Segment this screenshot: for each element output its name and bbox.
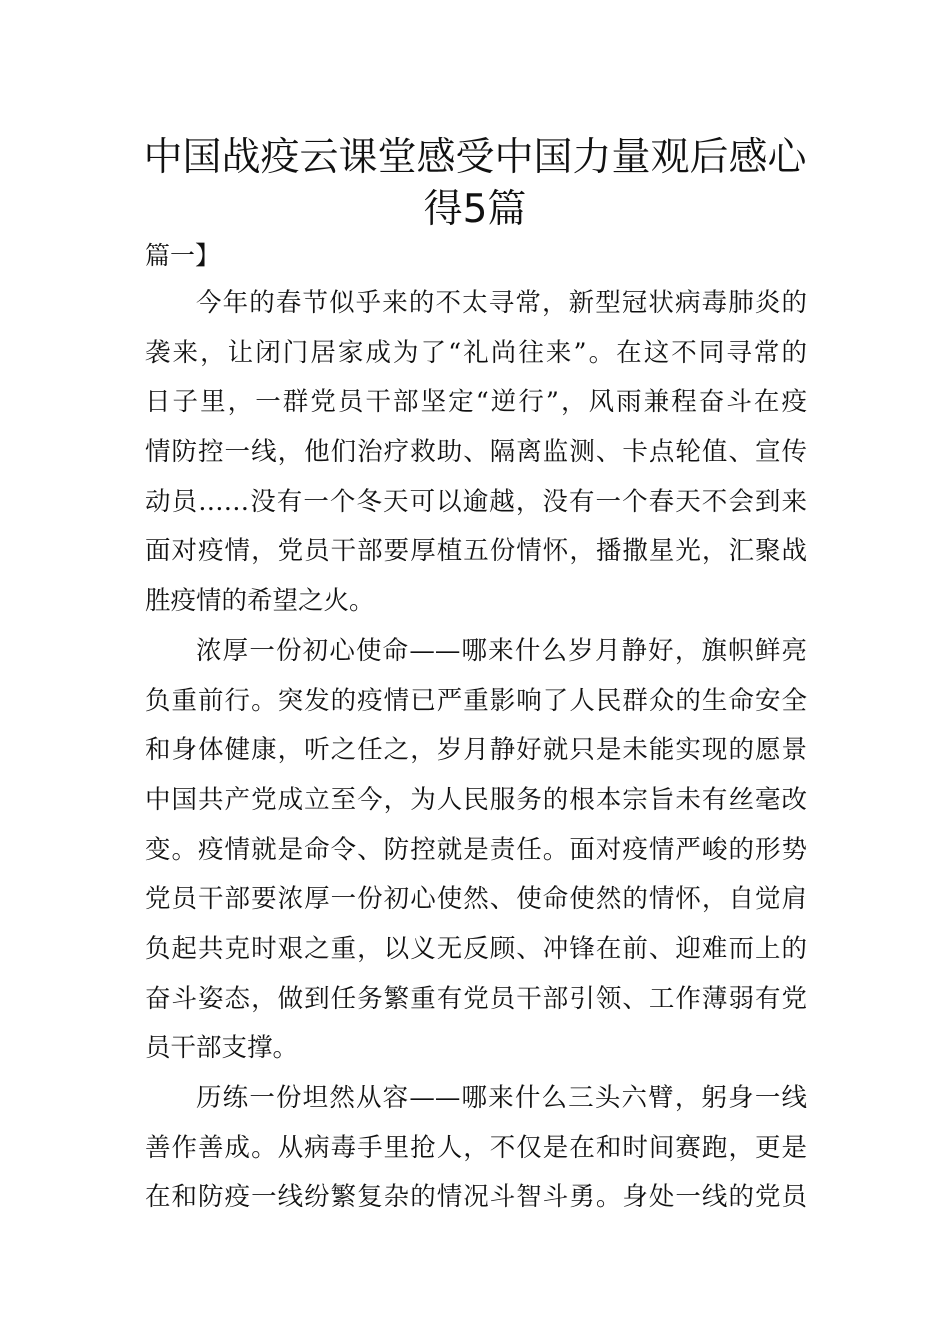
paragraph-2-line: 员干部支撑。	[145, 1033, 299, 1064]
paragraph-3-line: 历练一份坦然从容——哪来什么三头六臂，躬身一线	[196, 1083, 807, 1113]
paragraph-2-line: 负重前行。突发的疫情已严重影响了人民群众的生命安全	[145, 685, 807, 716]
paragraph-3-line: 善作善成。从病毒手里抢人，不仅是在和时间赛跑，更是	[145, 1132, 807, 1163]
paragraph-1-line: 情防控一线，他们治疗救助、隔离监测、卡点轮值、宣传	[145, 437, 807, 468]
paragraph-2-line: 中国共产党成立至今，为人民服务的根本宗旨未有丝毫改	[145, 784, 807, 815]
paragraph-1-line: 日子里，一群党员干部坚定“逆行”，风雨兼程奋斗在疫	[145, 387, 807, 418]
paragraph-2-line: 变。疫情就是命令、防控就是责任。面对疫情严峻的形势	[145, 834, 807, 865]
paragraph-2-line: 和身体健康，听之任之，岁月静好就只是未能实现的愿景	[145, 735, 807, 766]
paragraph-2-line: 奋斗姿态，做到任务繁重有党员干部引领、工作薄弱有党	[145, 983, 807, 1014]
document-body	[145, 279, 807, 1223]
section-label: 篇一】	[145, 241, 221, 270]
paragraph-1-line: 动员……没有一个冬天可以逾越，没有一个春天不会到来	[145, 486, 807, 517]
paragraph-2-line: 负起共克时艰之重，以义无反顾、冲锋在前、迎难而上的	[145, 933, 807, 964]
paragraph-2-line: 浓厚一份初心使命——哪来什么岁月静好，旗帜鲜亮	[196, 635, 807, 666]
document-title-line-2: 得5篇	[423, 187, 527, 232]
document-title-line-1: 中国战疫云课堂感受中国力量观后感心	[143, 135, 807, 180]
paragraph-2-line: 党员干部要浓厚一份初心使然、使命使然的情怀，自觉肩	[145, 884, 807, 915]
paragraph-1-line: 胜疫情的希望之火。	[145, 586, 375, 617]
paragraph-3-line: 在和防疫一线纷繁复杂的情况斗智斗勇。身处一线的党员	[145, 1182, 807, 1213]
paragraph-1-line: 袭来，让闭门居家成为了“礼尚往来”。在这不同寻常的	[145, 337, 807, 368]
paragraph-1-line: 今年的春节似乎来的不太寻常，新型冠状病毒肺炎的	[196, 288, 807, 318]
paragraph-1-line: 面对疫情，党员干部要厚植五份情怀，播撒星光，汇聚战	[145, 536, 807, 567]
